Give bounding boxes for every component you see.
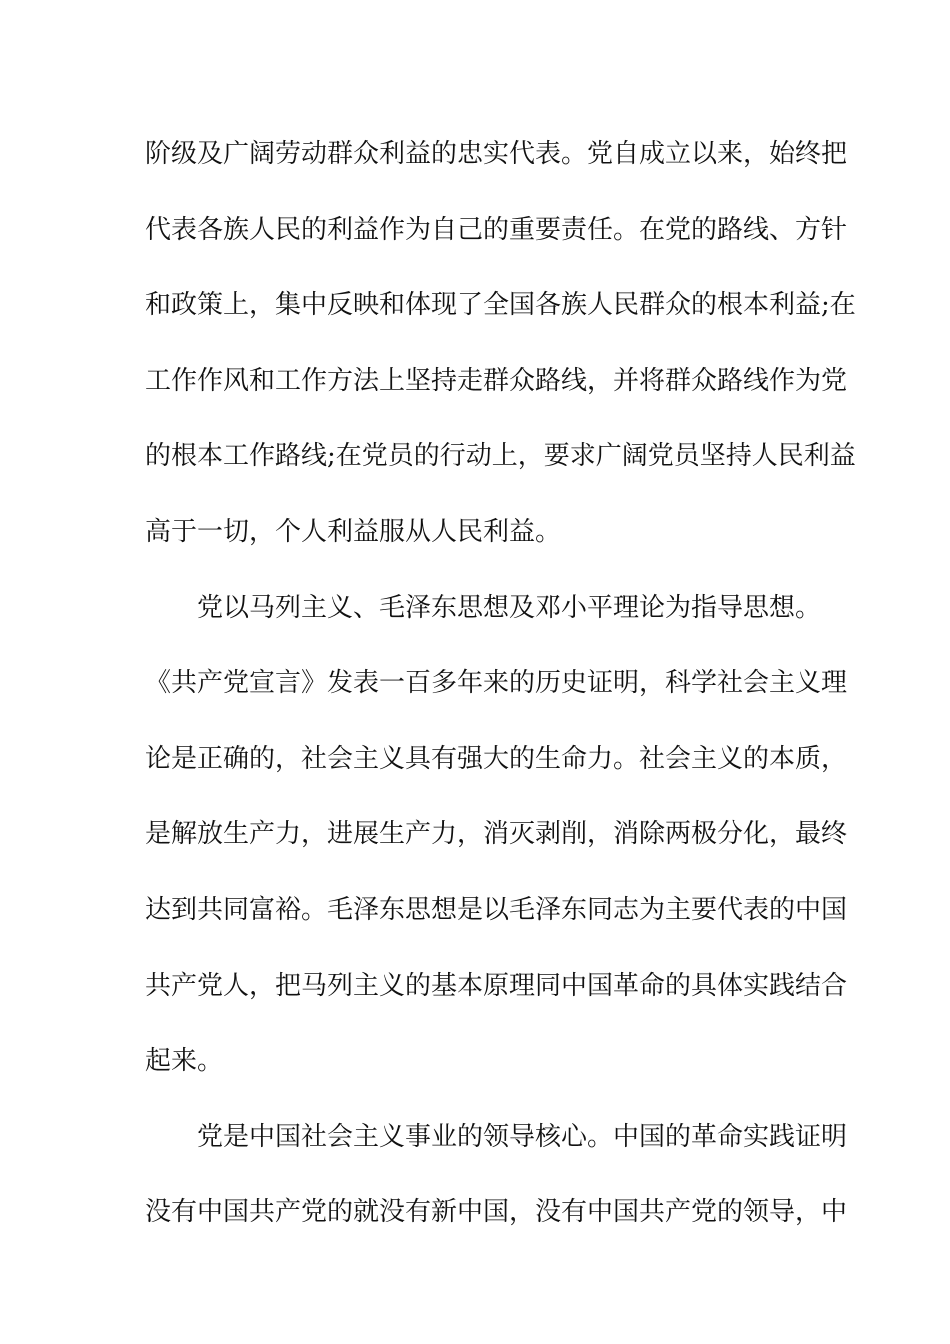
text-line: 起来。 (145, 1046, 224, 1077)
text-line: 的根本工作路线;在党员的行动上，要求广阔党员坚持人民利益 (145, 441, 856, 472)
text-line: 和政策上，集中反映和体现了全国各族人民群众的根本利益;在 (145, 290, 856, 321)
text-line: 高于一切，个人利益服从人民利益。 (145, 516, 562, 547)
text-line: 党以马列主义、毛泽东思想及邓小平理论为指导思想。 (197, 592, 822, 623)
text-line: 没有中国共产党的就没有新中国，没有中国共产党的领导，中 (145, 1197, 848, 1228)
text-line: 代表各族人民的利益作为自己的重要责任。在党的路线、方针 (145, 214, 848, 245)
document-body (145, 128, 856, 1262)
text-line: 达到共同富裕。毛泽东思想是以毛泽东同志为主要代表的中国 (145, 894, 848, 925)
text-line: 共产党人，把马列主义的基本原理同中国革命的具体实践结合 (145, 970, 848, 1001)
text-line: 工作作风和工作方法上坚持走群众路线，并将群众路线作为党 (145, 365, 848, 396)
text-line: 论是正确的，社会主义具有强大的生命力。社会主义的本质， (145, 743, 848, 774)
text-line: 《共产党宣言》发表一百多年来的历史证明，科学社会主义理 (145, 668, 848, 699)
text-line: 党是中国社会主义事业的领导核心。中国的革命实践证明 (197, 1121, 848, 1152)
text-line: 阶级及广阔劳动群众利益的忠实代表。党自成立以来，始终把 (145, 139, 848, 169)
text-line: 是解放生产力，进展生产力，消灭剥削，消除两极分化，最终 (145, 819, 848, 850)
